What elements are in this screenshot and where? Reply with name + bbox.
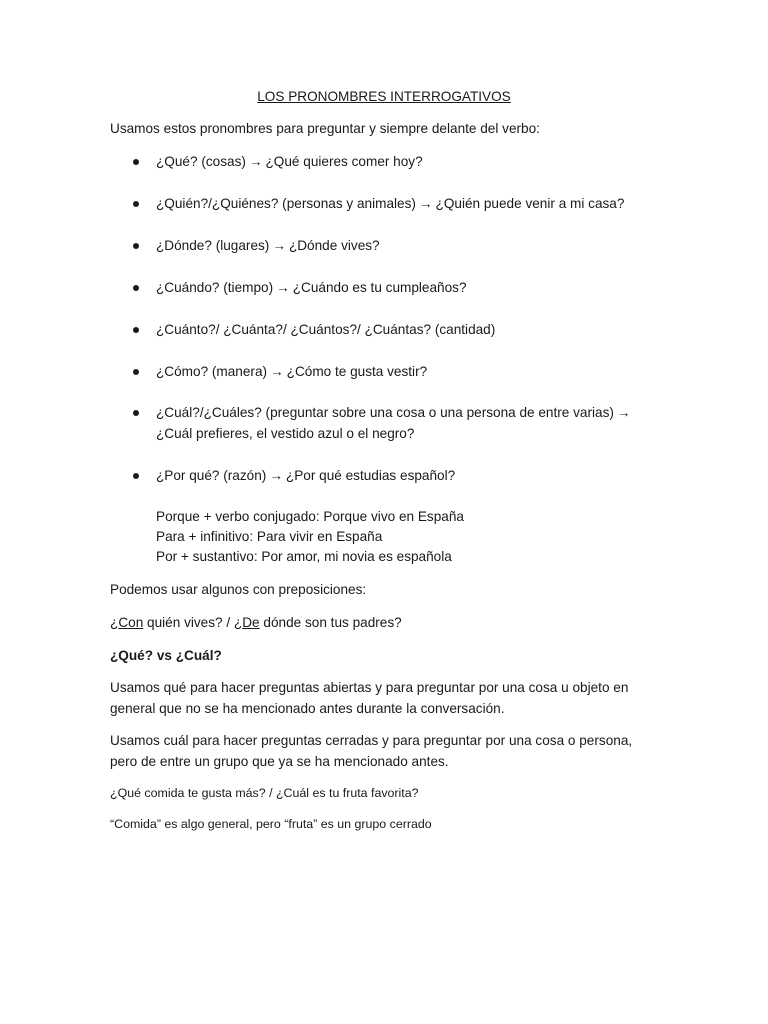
que-paragraph-line-1: Usamos qué para hacer preguntas abiertas y para preguntar por una cosa u objeto en: [110, 680, 629, 695]
bullet-como-example: ¿Cómo te gusta vestir?: [286, 364, 428, 379]
bullet-que-label: ¿Qué? (cosas): [156, 154, 246, 169]
preposition-example: [110, 614, 402, 632]
bullet-cuando: [156, 279, 467, 297]
bullet-donde-example: ¿Dónde vives?: [288, 238, 380, 253]
bullet-cual-example: ¿Cuál prefieres, el vestido azul o el negro?: [156, 426, 415, 441]
bullet-cual-label: ¿Cuál?/¿Cuáles? (preguntar sobre una cosa o una persona de entre varias): [156, 405, 614, 420]
bullet-como: [156, 363, 427, 381]
bullet-cuanto-label: ¿Cuánto?/ ¿Cuánta?/ ¿Cuántos?/ ¿Cuántas? (cantidad): [156, 322, 496, 337]
bullet-quien: [156, 195, 624, 213]
cual-paragraph-line-1: Usamos cuál para hacer preguntas cerradas y para preguntar por una cosa o persona,: [110, 733, 633, 748]
bullet-cual: [156, 404, 634, 422]
rule-porque: Porque + verbo conjugado: Porque vivo en España: [156, 509, 464, 524]
arrow-icon: →: [616, 405, 631, 420]
arrow-icon: →: [418, 196, 433, 211]
bullet-porque-example: ¿Por qué estudias español?: [285, 468, 456, 483]
arrow-icon: →: [276, 280, 290, 295]
prep-example-end: dónde son tus padres?: [259, 615, 402, 630]
bullet-cuando-label: ¿Cuándo? (tiempo): [156, 280, 274, 295]
prep-de: De: [242, 615, 260, 630]
prep-con: Con: [118, 615, 144, 630]
bullet-quien-example: ¿Quién puede venir a mi casa?: [435, 196, 625, 211]
section-heading: ¿Qué? vs ¿Cuál?: [110, 648, 222, 663]
bullet-que: [156, 153, 423, 171]
example-note: “Comida” es algo general, pero “fruta” es un grupo cerrado: [110, 817, 432, 831]
bullet-quien-label: ¿Quién?/¿Quiénes? (personas y animales): [156, 196, 416, 211]
arrow-icon: →: [270, 364, 284, 379]
bullet-cuanto: [156, 321, 495, 339]
bullet-donde: [156, 237, 380, 255]
bullet-marker: [133, 285, 139, 291]
bullet-marker: [133, 327, 139, 333]
bullet-porque-label: ¿Por qué? (razón): [156, 468, 267, 483]
bullet-marker: [133, 473, 139, 479]
arrow-icon: →: [272, 238, 286, 253]
bullet-cuando-example: ¿Cuándo es tu cumpleaños?: [292, 280, 467, 295]
rule-por: Por + sustantivo: Por amor, mi novia es española: [156, 549, 452, 564]
bullet-marker: [133, 369, 139, 375]
bullet-marker: [133, 159, 139, 165]
arrow-icon: →: [248, 154, 263, 169]
bullet-marker: [133, 201, 139, 207]
bullet-donde-label: ¿Dónde? (lugares): [156, 238, 270, 253]
prep-example-open: ¿: [110, 615, 119, 630]
bullet-porque: [156, 467, 455, 485]
bullet-marker: [133, 243, 139, 249]
rule-para: Para + infinitivo: Para vivir en España: [156, 529, 383, 544]
prep-example-mid: quién vives? / ¿: [143, 615, 243, 630]
bullet-marker: [133, 410, 139, 416]
que-paragraph-line-2: general que no se ha mencionado antes durante la conversación.: [110, 701, 505, 716]
bullet-como-label: ¿Cómo? (manera): [156, 364, 268, 379]
example-question: ¿Qué comida te gusta más? / ¿Cuál es tu fruta favorita?: [110, 786, 419, 800]
cual-paragraph-line-2: pero de entre un grupo que ya se ha mencionado antes.: [110, 754, 449, 769]
arrow-icon: →: [269, 468, 283, 483]
page-title: LOS PRONOMBRES INTERROGATIVOS: [257, 89, 511, 104]
prepositions-intro: Podemos usar algunos con preposiciones:: [110, 582, 367, 597]
bullet-que-example: ¿Qué quieres comer hoy?: [265, 154, 423, 169]
intro-text: Usamos estos pronombres para preguntar y siempre delante del verbo:: [110, 121, 540, 136]
